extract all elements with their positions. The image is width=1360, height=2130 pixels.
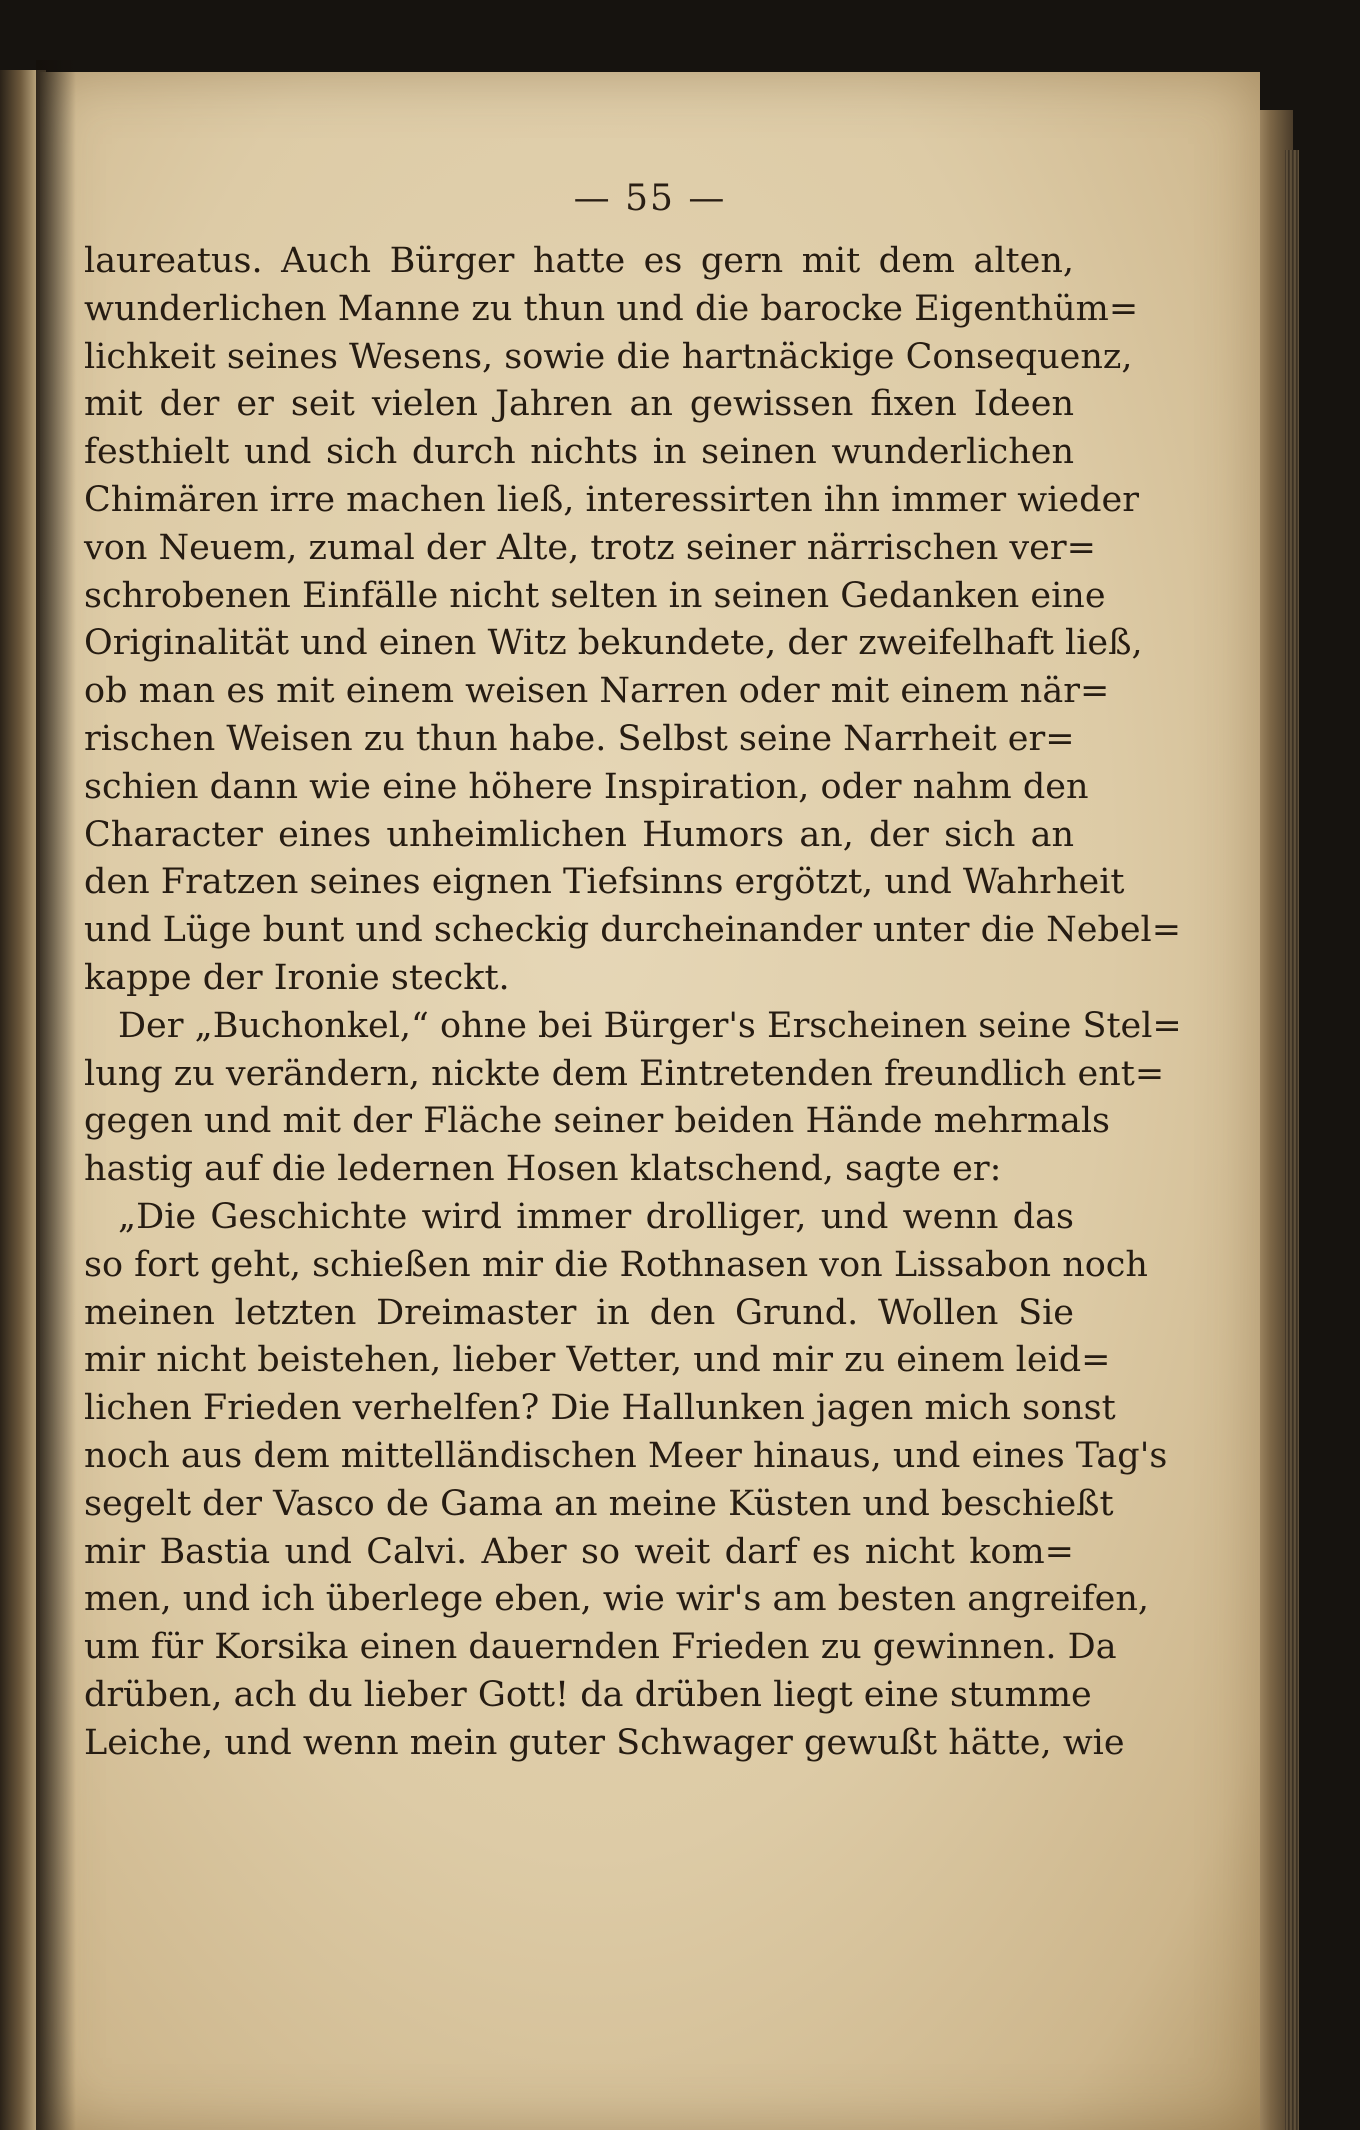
text-line: segelt der Vasco de Gama an meine Küsten und beschießt xyxy=(84,1483,1114,1524)
text-line: schien dann wie eine höhere Inspiration, oder nahm den xyxy=(84,766,1089,807)
page-stack-edge xyxy=(1285,150,1299,2130)
text-line: lung zu verändern, nickte dem Eintretenden freundlich ent= xyxy=(84,1053,1165,1094)
text-line: Leiche, und wenn mein guter Schwager gewußt hätte, wie xyxy=(84,1722,1125,1763)
text-line: wunderlichen Manne zu thun und die barocke Eigenthüm= xyxy=(84,288,1139,329)
text-line: lichen Frieden verhelfen? Die Hallunken jagen mich sonst xyxy=(84,1388,1116,1429)
text-line: ob man es mit einem weisen Narren oder mit einem när= xyxy=(84,671,1110,712)
text-line: Der „Buchonkel,“ ohne bei Bürger's Erscheinen seine Stel= xyxy=(118,1005,1182,1046)
text-line: den Fratzen seines eignen Tiefsinns ergötzt, und Wahrheit xyxy=(84,862,1125,903)
text-line: drüben, ach du lieber Gott! da drüben liegt eine stumme xyxy=(84,1674,1092,1715)
text-line: schrobenen Einfälle nicht selten in seinen Gedanken eine xyxy=(84,575,1106,616)
text-line: Chimären irre machen ließ, interessirten ihn immer wieder xyxy=(84,479,1139,520)
text-line: hastig auf die ledernen Hosen klatschend, sagte er: xyxy=(84,1149,1002,1190)
text-line: men, und ich überlege eben, wie wir's am besten angreifen, xyxy=(84,1579,1150,1620)
text-line: noch aus dem mittelländischen Meer hinaus, und eines Tag's xyxy=(84,1435,1168,1476)
text-line: gegen und mit der Fläche seiner beiden Hände mehrmals xyxy=(84,1101,1111,1142)
text-line: rischen Weisen zu thun habe. Selbst seine Narrheit er= xyxy=(84,718,1075,759)
text-line: kappe der Ironie steckt. xyxy=(84,957,510,998)
text-line: „Die Geschichte wird immer drolliger, und wenn das xyxy=(118,1196,1074,1237)
text-line: um für Korsika einen dauernden Frieden zu gewinnen. Da xyxy=(84,1627,1117,1668)
text-line: Character eines unheimlichen Humors an, der sich an xyxy=(84,814,1074,855)
text-line: und Lüge bunt und scheckig durcheinander unter die Nebel= xyxy=(84,910,1182,951)
text-line: laureatus. Auch Bürger hatte es gern mit dem alten, xyxy=(84,241,1074,281)
text-line: mir Bastia und Calvi. Aber so weit darf es nicht kom= xyxy=(84,1531,1074,1572)
text-line: mit der er seit vielen Jahren an gewissen fixen Ideen xyxy=(84,384,1074,425)
text-line: mir nicht beistehen, lieber Vetter, und mir zu einem leid= xyxy=(84,1340,1111,1381)
page-number: — 55 — xyxy=(573,178,727,219)
text-line: von Neuem, zumal der Alte, trotz seiner närrischen ver= xyxy=(84,527,1096,568)
text-line: meinen letzten Dreimaster in den Grund. Wollen Sie xyxy=(84,1292,1074,1333)
text-line: lichkeit seines Wesens, sowie die hartnäckige Consequenz, xyxy=(84,336,1133,377)
body-text xyxy=(84,238,1182,1768)
text-line: festhielt und sich durch nichts in seinen wunderlichen xyxy=(84,432,1074,473)
gutter-shadow xyxy=(36,60,76,2130)
text-line: Originalität und einen Witz bekundete, der zweifelhaft ließ, xyxy=(84,623,1143,664)
text-line: so fort geht, schießen mir die Rothnasen von Lissabon noch xyxy=(84,1244,1148,1285)
